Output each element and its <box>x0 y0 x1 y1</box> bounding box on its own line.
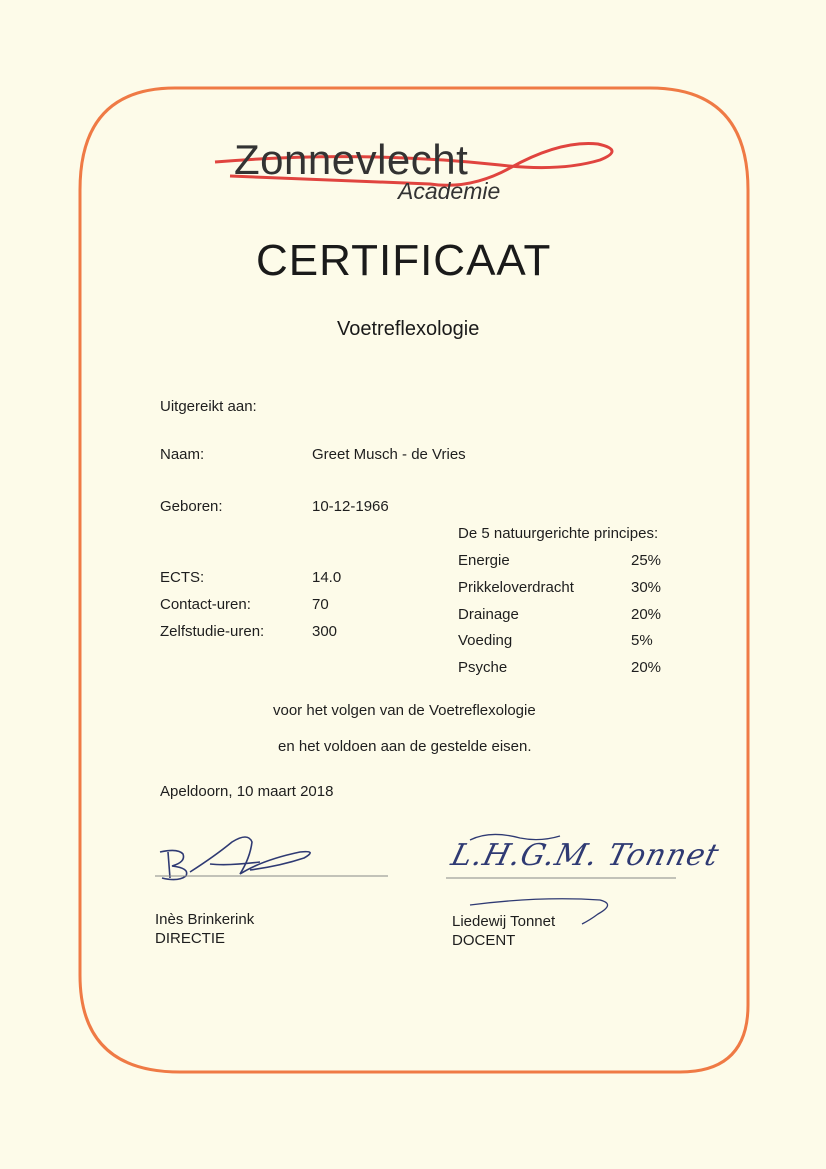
place-date: Apeldoorn, 10 maart 2018 <box>160 783 334 800</box>
issued-to-label: Uitgereikt aan: <box>160 398 257 415</box>
logo-name: Zonnevlecht <box>234 136 469 183</box>
detail-value-name: Greet Musch - de Vries <box>312 446 466 463</box>
detail-label: Naam: <box>160 446 205 463</box>
detail-value-birthdate: 10-12-1966 <box>312 498 389 515</box>
statement-line-2: en het voldoen aan de gestelde eisen. <box>278 738 532 755</box>
signature-brinkerink <box>160 837 310 880</box>
detail-value-contact-hours: 70 <box>312 596 329 613</box>
principle-percentage: 5% <box>631 632 653 649</box>
principle-name: Prikkeloverdracht <box>458 579 574 596</box>
detail-value-self-study-hours: 300 <box>312 623 338 640</box>
principle-percentage: 25% <box>631 552 662 569</box>
detail-value-ects: 14.0 <box>312 569 342 586</box>
statement-line-1: voor het volgen van de Voetreflexologie <box>273 702 536 719</box>
signatory-role: DOCENT <box>452 932 516 949</box>
principles-heading: De 5 natuurgerichte principes: <box>458 525 659 542</box>
signatory-role: DIRECTIE <box>155 930 226 947</box>
principle-name: Drainage <box>458 606 519 623</box>
principle-name: Voeding <box>458 632 513 649</box>
principle-percentage: 20% <box>631 659 662 676</box>
principle-name: Energie <box>458 552 510 569</box>
principle-percentage: 20% <box>631 606 662 623</box>
detail-label: Contact-uren: <box>160 596 251 613</box>
logo-subtitle: Academie <box>398 178 501 204</box>
signatory-docent <box>452 912 555 950</box>
certificate-title: CERTIFICAAT <box>256 236 552 285</box>
detail-label: Geboren: <box>160 498 223 515</box>
signature-tonnet: L.H.G.M. Tonnet <box>447 838 723 873</box>
detail-label: Zelfstudie-uren: <box>160 623 265 640</box>
detail-label: ECTS: <box>160 569 205 586</box>
signatory-name: Liedewij Tonnet <box>452 913 556 930</box>
signatory-name: Inès Brinkerink <box>155 911 255 928</box>
signatory-directie <box>155 910 254 948</box>
course-name: Voetreflexologie <box>337 318 480 340</box>
principle-percentage: 30% <box>631 579 662 596</box>
principle-name: Psyche <box>458 659 508 676</box>
